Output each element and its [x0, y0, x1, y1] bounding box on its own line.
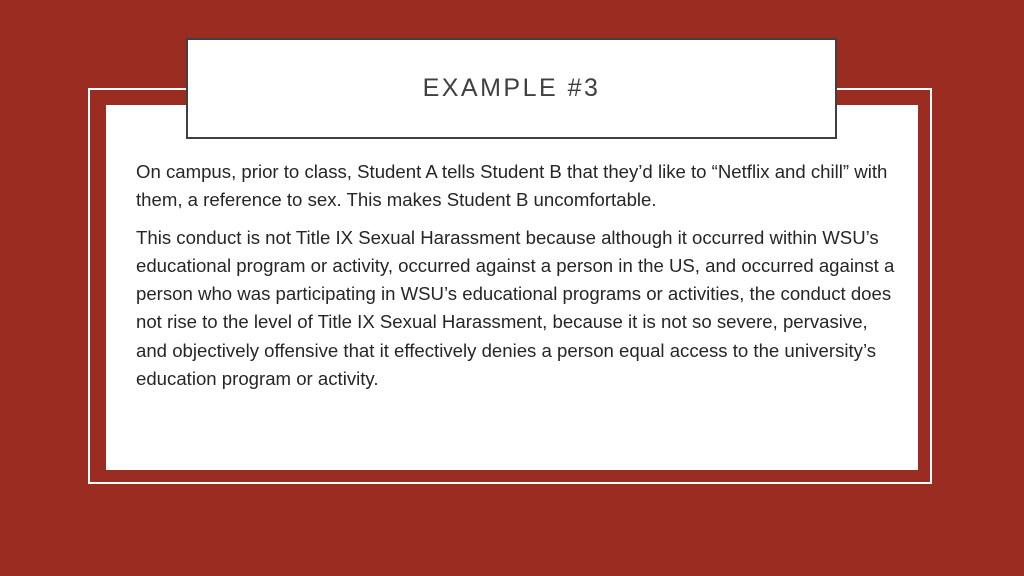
- body-paragraph-analysis: This conduct is not Title IX Sexual Harassment because although it occurred within WSU’s educational program or activity, occurred against a person in the US, and occurred against a person who was participating in WSU’s educational programs or activities, the conduct does not rise to the level of Title IX Sexual Harassment, because it is not so severe, pervasive, and objectively offensive that it effectively denies a person equal access to the university’s education program or activity.: [136, 226, 895, 390]
- slide-body: [136, 158, 896, 402]
- body-paragraph-scenario: On campus, prior to class, Student A tells Student B that they’d like to “Netflix and chill” with them, a reference to sex. This makes Student B uncomfortable.: [136, 161, 888, 211]
- slide-title: EXAMPLE #3: [422, 74, 601, 102]
- title-box: [186, 38, 837, 139]
